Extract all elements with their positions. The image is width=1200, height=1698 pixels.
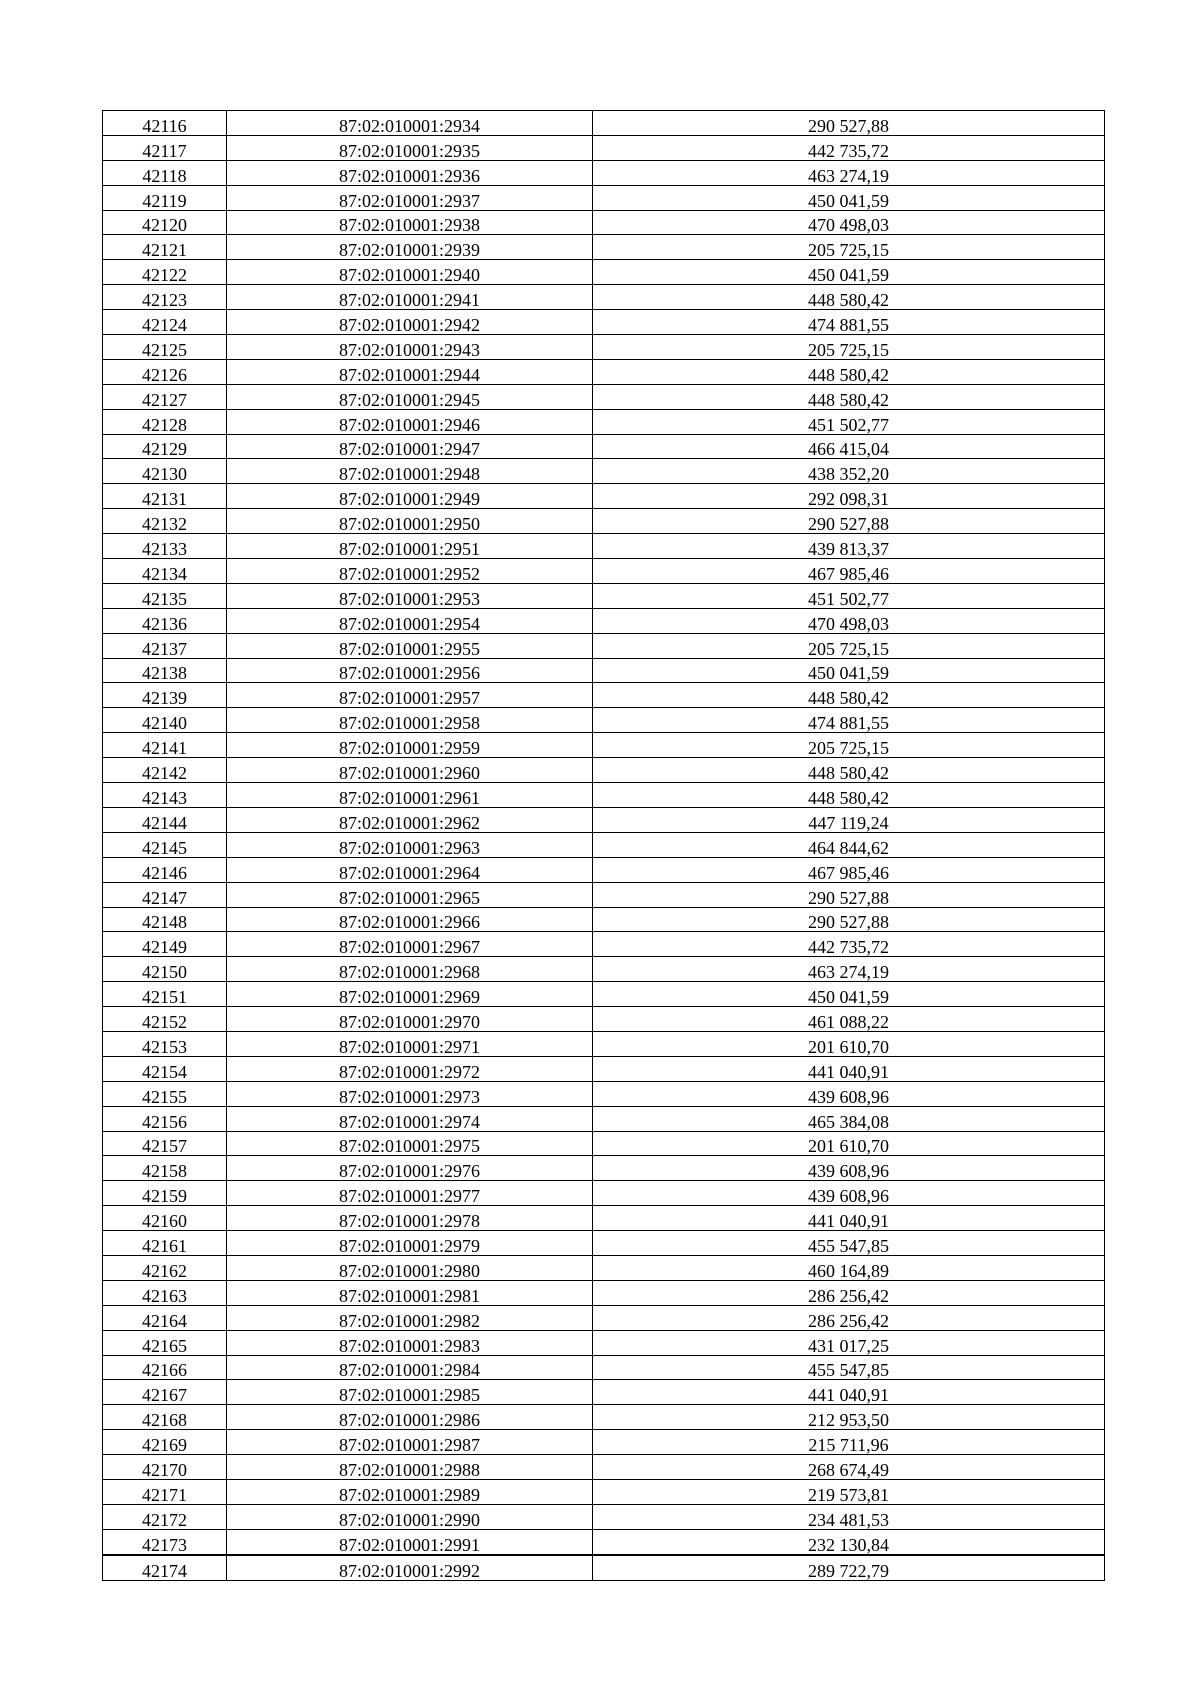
cadastral-number-cell: 87:02:010001:2969 [227,982,593,1007]
row-number-cell: 42169 [103,1430,227,1455]
cadastral-number-cell: 87:02:010001:2946 [227,409,593,434]
row-number-cell: 42119 [103,185,227,210]
value-cell: 455 547,85 [593,1231,1105,1256]
cadastral-number-cell: 87:02:010001:2981 [227,1280,593,1305]
cadastral-number-cell: 87:02:010001:2961 [227,783,593,808]
table-row [103,210,1105,235]
row-number-cell: 42135 [103,583,227,608]
table-row [103,758,1105,783]
value-cell: 439 608,96 [593,1156,1105,1181]
value-cell: 286 256,42 [593,1280,1105,1305]
table-row [103,1031,1105,1056]
row-number-cell: 42152 [103,1007,227,1032]
cadastral-number-cell: 87:02:010001:2990 [227,1504,593,1529]
value-cell: 470 498,03 [593,608,1105,633]
value-cell: 450 041,59 [593,260,1105,285]
cadastral-number-cell: 87:02:010001:2986 [227,1405,593,1430]
value-cell: 441 040,91 [593,1380,1105,1405]
row-number-cell: 42145 [103,832,227,857]
cadastral-number-cell: 87:02:010001:2985 [227,1380,593,1405]
row-number-cell: 42161 [103,1231,227,1256]
cadastral-number-cell: 87:02:010001:2937 [227,185,593,210]
value-cell: 205 725,15 [593,335,1105,360]
cadastral-number-cell: 87:02:010001:2984 [227,1355,593,1380]
row-number-cell: 42154 [103,1056,227,1081]
value-cell: 290 527,88 [593,907,1105,932]
table-row [103,534,1105,559]
value-cell: 474 881,55 [593,708,1105,733]
cadastral-number-cell: 87:02:010001:2992 [227,1555,593,1580]
table-row [103,135,1105,160]
table-body [103,111,1105,1581]
row-number-cell: 42140 [103,708,227,733]
cadastral-number-cell: 87:02:010001:2960 [227,758,593,783]
table-row [103,1007,1105,1032]
row-number-cell: 42138 [103,658,227,683]
table-row [103,1355,1105,1380]
cadastral-number-cell: 87:02:010001:2939 [227,235,593,260]
cadastral-number-cell: 87:02:010001:2977 [227,1181,593,1206]
table-row [103,359,1105,384]
row-number-cell: 42155 [103,1081,227,1106]
value-cell: 290 527,88 [593,509,1105,534]
row-number-cell: 42132 [103,509,227,534]
row-number-cell: 42143 [103,783,227,808]
cadastral-number-cell: 87:02:010001:2975 [227,1131,593,1156]
value-cell: 232 130,84 [593,1529,1105,1554]
value-cell: 470 498,03 [593,210,1105,235]
cadastral-number-cell: 87:02:010001:2934 [227,111,593,136]
value-cell: 463 274,19 [593,160,1105,185]
row-number-cell: 42159 [103,1181,227,1206]
row-number-cell: 42131 [103,484,227,509]
value-cell: 212 953,50 [593,1405,1105,1430]
value-cell: 467 985,46 [593,857,1105,882]
value-cell: 448 580,42 [593,285,1105,310]
table-row [103,434,1105,459]
value-cell: 439 813,37 [593,534,1105,559]
row-number-cell: 42116 [103,111,227,136]
row-number-cell: 42172 [103,1504,227,1529]
cadastral-number-cell: 87:02:010001:2948 [227,459,593,484]
value-cell: 447 119,24 [593,807,1105,832]
row-number-cell: 42157 [103,1131,227,1156]
value-cell: 451 502,77 [593,409,1105,434]
row-number-cell: 42128 [103,409,227,434]
cadastral-number-cell: 87:02:010001:2972 [227,1056,593,1081]
row-number-cell: 42129 [103,434,227,459]
table-row [103,1529,1105,1554]
row-number-cell: 42133 [103,534,227,559]
value-cell: 460 164,89 [593,1255,1105,1280]
cadastral-number-cell: 87:02:010001:2970 [227,1007,593,1032]
value-cell: 474 881,55 [593,310,1105,335]
cadastral-number-cell: 87:02:010001:2952 [227,559,593,584]
table-row [103,633,1105,658]
cadastral-number-cell: 87:02:010001:2953 [227,583,593,608]
table-row [103,733,1105,758]
value-cell: 286 256,42 [593,1305,1105,1330]
value-cell: 441 040,91 [593,1056,1105,1081]
cadastral-number-cell: 87:02:010001:2955 [227,633,593,658]
row-number-cell: 42137 [103,633,227,658]
value-cell: 448 580,42 [593,783,1105,808]
value-cell: 205 725,15 [593,733,1105,758]
row-number-cell: 42134 [103,559,227,584]
value-cell: 463 274,19 [593,957,1105,982]
table-row [103,708,1105,733]
cadastral-number-cell: 87:02:010001:2980 [227,1255,593,1280]
value-cell: 464 844,62 [593,832,1105,857]
cadastral-number-cell: 87:02:010001:2979 [227,1231,593,1256]
cadastral-number-cell: 87:02:010001:2958 [227,708,593,733]
table-row [103,832,1105,857]
value-cell: 431 017,25 [593,1330,1105,1355]
table-row [103,1056,1105,1081]
value-cell: 290 527,88 [593,882,1105,907]
table-row [103,857,1105,882]
cadastral-number-cell: 87:02:010001:2957 [227,683,593,708]
cadastral-number-cell: 87:02:010001:2936 [227,160,593,185]
cadastral-number-cell: 87:02:010001:2988 [227,1455,593,1480]
value-cell: 292 098,31 [593,484,1105,509]
row-number-cell: 42139 [103,683,227,708]
row-number-cell: 42164 [103,1305,227,1330]
cadastral-number-cell: 87:02:010001:2971 [227,1031,593,1056]
value-cell: 219 573,81 [593,1479,1105,1504]
cadastral-number-cell: 87:02:010001:2940 [227,260,593,285]
table-row [103,1555,1105,1580]
row-number-cell: 42118 [103,160,227,185]
row-number-cell: 42149 [103,932,227,957]
cadastral-number-cell: 87:02:010001:2991 [227,1529,593,1554]
row-number-cell: 42171 [103,1479,227,1504]
value-cell: 201 610,70 [593,1131,1105,1156]
cadastral-number-cell: 87:02:010001:2989 [227,1479,593,1504]
value-cell: 205 725,15 [593,235,1105,260]
cadastral-number-cell: 87:02:010001:2954 [227,608,593,633]
table-row [103,1455,1105,1480]
row-number-cell: 42165 [103,1330,227,1355]
value-cell: 450 041,59 [593,658,1105,683]
row-number-cell: 42120 [103,210,227,235]
row-number-cell: 42144 [103,807,227,832]
table-row [103,1181,1105,1206]
table-row [103,1330,1105,1355]
table-row [103,1106,1105,1131]
table-row [103,1504,1105,1529]
table-row [103,1305,1105,1330]
cadastral-number-cell: 87:02:010001:2950 [227,509,593,534]
cadastral-number-cell: 87:02:010001:2978 [227,1206,593,1231]
cadastral-number-cell: 87:02:010001:2945 [227,384,593,409]
row-number-cell: 42150 [103,957,227,982]
table-row [103,658,1105,683]
value-cell: 290 527,88 [593,111,1105,136]
value-cell: 289 722,79 [593,1555,1105,1580]
table-row [103,1156,1105,1181]
table-row [103,1231,1105,1256]
row-number-cell: 42130 [103,459,227,484]
table-row [103,1081,1105,1106]
row-number-cell: 42166 [103,1355,227,1380]
value-cell: 465 384,08 [593,1106,1105,1131]
row-number-cell: 42124 [103,310,227,335]
cadastral-number-cell: 87:02:010001:2941 [227,285,593,310]
cadastral-number-cell: 87:02:010001:2951 [227,534,593,559]
cadastral-number-cell: 87:02:010001:2963 [227,832,593,857]
table-row [103,807,1105,832]
cadastral-number-cell: 87:02:010001:2983 [227,1330,593,1355]
cadastral-number-cell: 87:02:010001:2965 [227,882,593,907]
value-cell: 442 735,72 [593,135,1105,160]
value-cell: 201 610,70 [593,1031,1105,1056]
cadastral-number-cell: 87:02:010001:2976 [227,1156,593,1181]
row-number-cell: 42170 [103,1455,227,1480]
row-number-cell: 42174 [103,1555,227,1580]
cadastral-number-cell: 87:02:010001:2973 [227,1081,593,1106]
cadastral-number-cell: 87:02:010001:2987 [227,1430,593,1455]
table-row [103,882,1105,907]
value-cell: 467 985,46 [593,559,1105,584]
table-row [103,1206,1105,1231]
row-number-cell: 42156 [103,1106,227,1131]
value-cell: 205 725,15 [593,633,1105,658]
table-row [103,559,1105,584]
table-row [103,409,1105,434]
table-row [103,907,1105,932]
row-number-cell: 42125 [103,335,227,360]
row-number-cell: 42151 [103,982,227,1007]
value-cell: 448 580,42 [593,758,1105,783]
table-row [103,957,1105,982]
value-cell: 438 352,20 [593,459,1105,484]
row-number-cell: 42123 [103,285,227,310]
value-cell: 450 041,59 [593,185,1105,210]
cadastral-number-cell: 87:02:010001:2935 [227,135,593,160]
cadastral-number-cell: 87:02:010001:2943 [227,335,593,360]
row-number-cell: 42146 [103,857,227,882]
table-row [103,484,1105,509]
cadastral-number-cell: 87:02:010001:2956 [227,658,593,683]
table-row [103,683,1105,708]
row-number-cell: 42121 [103,235,227,260]
table-row [103,1479,1105,1504]
cadastral-number-cell: 87:02:010001:2982 [227,1305,593,1330]
table-row [103,932,1105,957]
table-row [103,1255,1105,1280]
row-number-cell: 42141 [103,733,227,758]
cadastral-number-cell: 87:02:010001:2947 [227,434,593,459]
row-number-cell: 42122 [103,260,227,285]
table-row [103,260,1105,285]
value-cell: 439 608,96 [593,1181,1105,1206]
data-table [102,110,1105,1581]
value-cell: 448 580,42 [593,384,1105,409]
cadastral-number-cell: 87:02:010001:2966 [227,907,593,932]
value-cell: 268 674,49 [593,1455,1105,1480]
cadastral-number-cell: 87:02:010001:2959 [227,733,593,758]
row-number-cell: 42127 [103,384,227,409]
table-row [103,1131,1105,1156]
table-row [103,608,1105,633]
row-number-cell: 42160 [103,1206,227,1231]
table-row [103,1280,1105,1305]
table-row [103,185,1105,210]
value-cell: 442 735,72 [593,932,1105,957]
table-row [103,982,1105,1007]
row-number-cell: 42136 [103,608,227,633]
row-number-cell: 42168 [103,1405,227,1430]
cadastral-number-cell: 87:02:010001:2938 [227,210,593,235]
cadastral-number-cell: 87:02:010001:2974 [227,1106,593,1131]
value-cell: 441 040,91 [593,1206,1105,1231]
table-row [103,285,1105,310]
table-row [103,783,1105,808]
row-number-cell: 42167 [103,1380,227,1405]
value-cell: 466 415,04 [593,434,1105,459]
row-number-cell: 42173 [103,1529,227,1554]
table-row [103,509,1105,534]
table-row [103,235,1105,260]
value-cell: 455 547,85 [593,1355,1105,1380]
value-cell: 439 608,96 [593,1081,1105,1106]
row-number-cell: 42147 [103,882,227,907]
row-number-cell: 42158 [103,1156,227,1181]
table-row [103,1405,1105,1430]
table-row [103,459,1105,484]
value-cell: 448 580,42 [593,683,1105,708]
row-number-cell: 42153 [103,1031,227,1056]
value-cell: 234 481,53 [593,1504,1105,1529]
cadastral-number-cell: 87:02:010001:2949 [227,484,593,509]
row-number-cell: 42126 [103,359,227,384]
value-cell: 451 502,77 [593,583,1105,608]
cadastral-number-cell: 87:02:010001:2962 [227,807,593,832]
row-number-cell: 42142 [103,758,227,783]
table-row [103,1380,1105,1405]
table-row [103,1430,1105,1455]
value-cell: 215 711,96 [593,1430,1105,1455]
table-row [103,160,1105,185]
row-number-cell: 42148 [103,907,227,932]
row-number-cell: 42163 [103,1280,227,1305]
cadastral-number-cell: 87:02:010001:2964 [227,857,593,882]
row-number-cell: 42117 [103,135,227,160]
table-row [103,335,1105,360]
table-row [103,310,1105,335]
cadastral-number-cell: 87:02:010001:2968 [227,957,593,982]
value-cell: 448 580,42 [593,359,1105,384]
table-row [103,111,1105,136]
cadastral-number-cell: 87:02:010001:2967 [227,932,593,957]
cadastral-number-cell: 87:02:010001:2942 [227,310,593,335]
row-number-cell: 42162 [103,1255,227,1280]
cadastral-number-cell: 87:02:010001:2944 [227,359,593,384]
table-row [103,384,1105,409]
table-row [103,583,1105,608]
value-cell: 450 041,59 [593,982,1105,1007]
value-cell: 461 088,22 [593,1007,1105,1032]
